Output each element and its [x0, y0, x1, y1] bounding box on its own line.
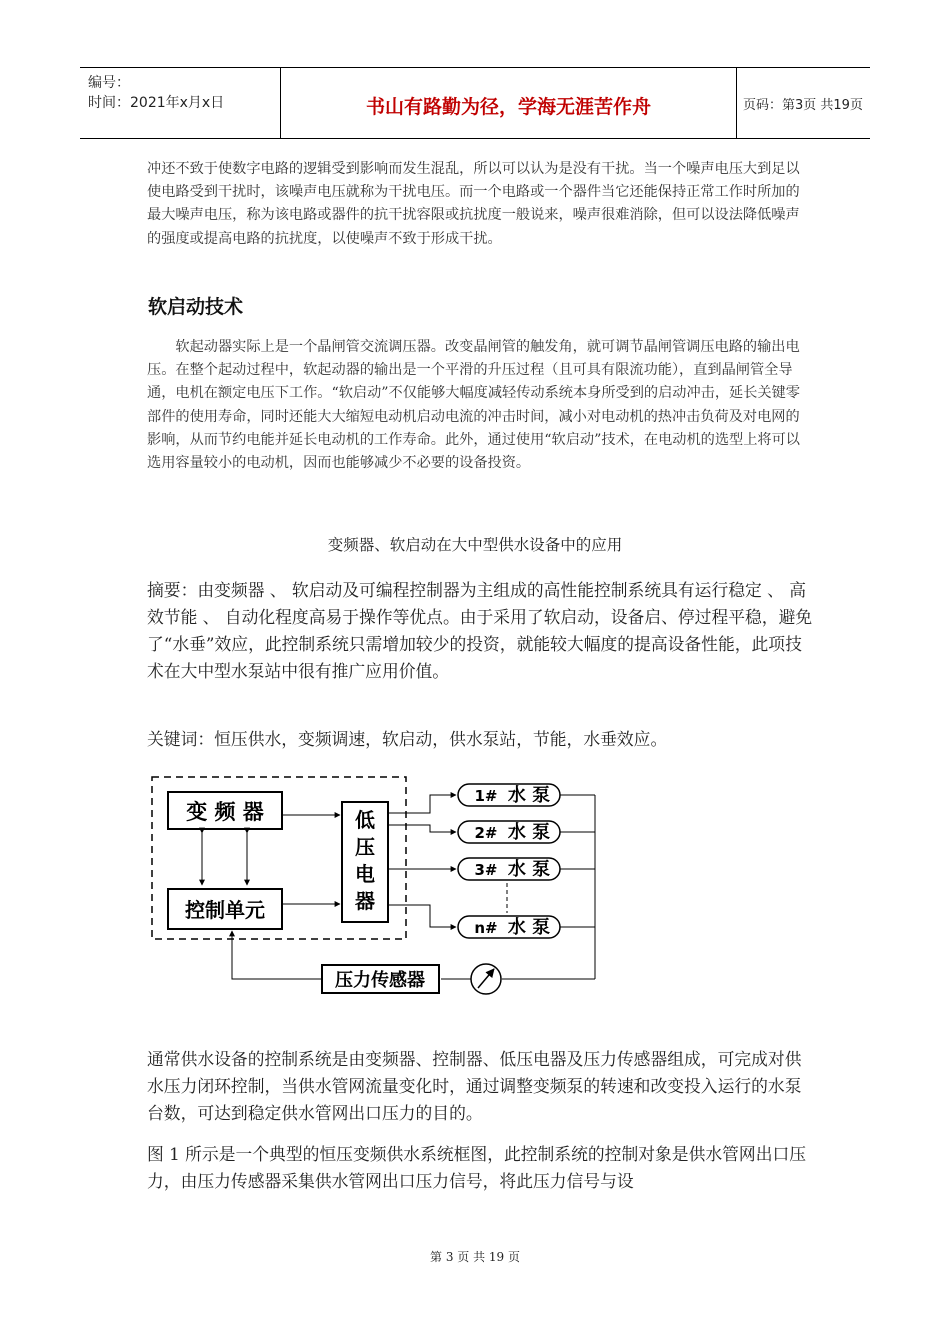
- pump-1-name: 水 泵: [507, 785, 551, 806]
- paragraph-control-system: 通常供水设备的控制系统是由变频器、控制器、低压电器及压力传感器组成，可完成对供水压力闭环控制，当供水管网流量变化时，通过调整变频泵的转速和改变投入运行的水泵台数，可达到稳定供水管网出口压力的目的。: [147, 1049, 802, 1123]
- low-voltage-char-1: 低: [355, 808, 375, 832]
- water-supply-block-diagram: [140, 765, 620, 1010]
- inverter-label: 变 频 器: [186, 800, 264, 824]
- pump-2-name: 水 泵: [507, 822, 551, 843]
- header-page-label: 页码：第3页 共19页: [743, 98, 863, 113]
- abstract: 摘要：由变频器 、 软启动及可编程控制器为主组成的高性能控制系统具有运行稳定 、 高效节能 、 自动化程度高易于操作等优点。由于采用了软启动，设备启、停过程平稳，避免了“水垂”效应，此控制系统只需增加较少的投资，就能较大幅度的提高设备性能，此项技术在大中型水泵站中很有推广应用价值。: [147, 580, 813, 681]
- paragraph-soft-start: 软起动器实际上是一个晶闸管交流调压器。改变晶闸管的触发角，就可调节晶闸管调压电路的输出电压。在整个起动过程中，软起动器的输出是一个平滑的升压过程（且可具有限流功能），直到晶闸管全导通，电机在额定电压下工作。“软启动”不仅能够大幅度减轻传动系统本身所受到的启动冲击，延长关键零部件的使用寿命，同时还能大大缩短电动机启动电流的冲击时间，减小对电动机的热冲击负荷及对电网的影响，从而节约电能并延长电动机的工作寿命。此外，通过使用“软启动”技术，在电动机的选型上将可以选用容量较小的电动机，因而也能够减少不必要的设备投资。: [147, 339, 800, 472]
- pump-3-num: 3#: [474, 861, 498, 879]
- header-meta: [80, 68, 280, 138]
- document-number: 编号：: [88, 75, 130, 91]
- pump-n-name: 水 泵: [507, 917, 551, 938]
- pump-1-num: 1#: [474, 787, 498, 805]
- pump-n-num: n#: [474, 919, 498, 937]
- pressure-sensor-label: 压力传感器: [335, 970, 425, 991]
- article-title: 变频器、软启动在大中型供水设备中的应用: [327, 536, 623, 554]
- sensor-to-control-arrow: [232, 931, 322, 979]
- lv-to-pump2-arrow: [388, 825, 456, 832]
- header-motto-cell: [280, 68, 737, 138]
- paragraph-noise: 冲还不致于使数字电路的逻辑受到影响而发生混乱，所以可以认为是没有干扰。当一个噪声电压大到足以使电路受到干扰时，该噪声电压就称为干扰电压。而一个电路或一个器件当它还能保持正常工作时所加的最大噪声电压，称为该电路或器件的抗干扰容限或抗扰度一般说来，噪声很难消除，但可以设法降低噪声的强度或提高电路的抗扰度，以使噪声不致于形成干扰。: [147, 161, 800, 247]
- low-voltage-char-2: 压: [355, 835, 375, 859]
- keywords: 关键词：恒压供水，变频调速，软启动，供水泵站，节能，水垂效应。: [147, 729, 668, 749]
- lv-to-pump1-arrow: [388, 795, 456, 813]
- low-voltage-char-3: 电: [355, 862, 375, 886]
- document-date: 时间：2021年x月x日: [88, 95, 225, 111]
- pump-2-num: 2#: [474, 824, 498, 842]
- lv-to-pumpn-arrow: [388, 905, 456, 927]
- section-heading: 软启动技术: [148, 296, 244, 318]
- page-header: [80, 67, 870, 139]
- low-voltage-char-4: 器: [355, 889, 375, 913]
- header-motto: 书山有路勤为径，学海无涯苦作舟: [365, 96, 651, 118]
- paragraph-figure-1: 图 1 所示是一个典型的恒压变频供水系统框图，此控制系统的控制对象是供水管网出口压力，由压力传感器采集供水管网出口压力信号，将此压力信号与设: [147, 1144, 807, 1191]
- control-unit-label: 控制单元: [185, 898, 265, 922]
- page-footer: 第 3 页 共 19 页: [430, 1250, 520, 1264]
- pump-3-name: 水 泵: [507, 859, 551, 880]
